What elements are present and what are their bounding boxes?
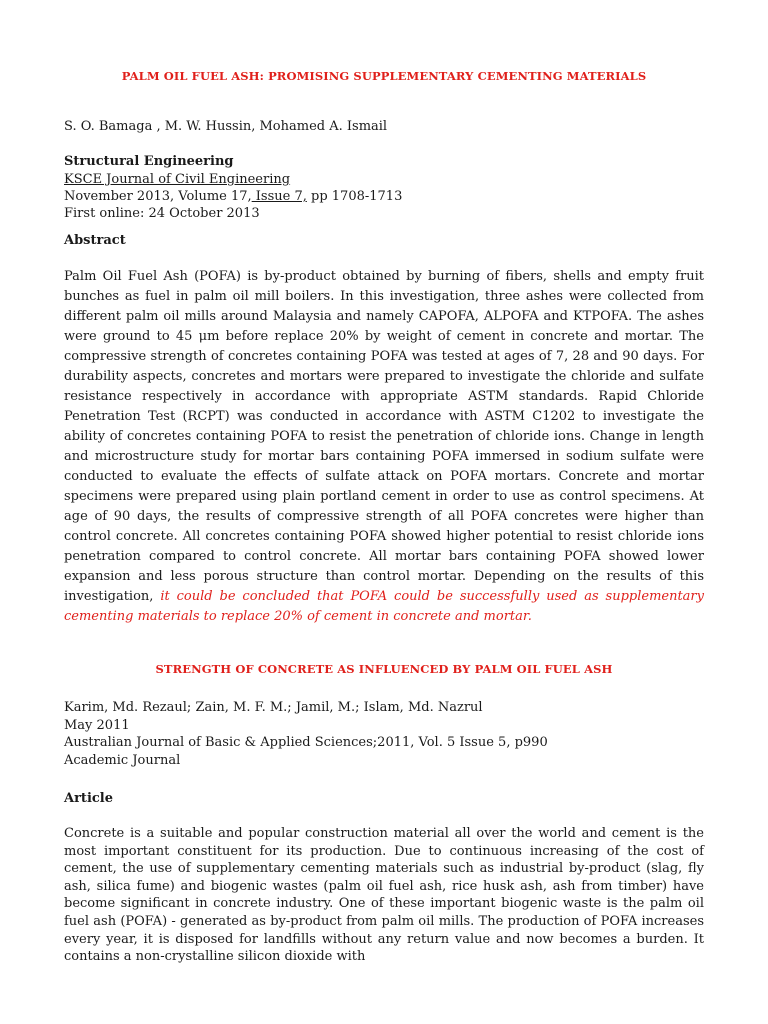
article2-article-text: Concrete is a suitable and popular construction material all over the world and cement is the most important constituent for its production. Due to continuous increasing of the cost of cement, the use of supplementary cementing materials such as industrial by-product (slag, fly ash, silica fume) and biogenic wastes (palm oil fuel ash, rice husk ash, ash from timber) have become significant in concrete industry. One of these important biogenic waste is the palm oil fuel ash (POFA) - generated as by-product from palm oil mills. The production of POFA increases every year, it is disposed for landfills without any return value and now becomes a burden. It contains a non-crystalline silicon dioxide with: [64, 826, 704, 965]
article1-first-online: First online: 24 October 2013: [64, 206, 260, 221]
article1-authors: S. O. Bamaga , M. W. Hussin, Mohamed A. Ismail: [64, 119, 388, 134]
article1-volume: November 2013, Volume 17,: [64, 189, 252, 204]
article2-citation: Australian Journal of Basic & Applied Sciences;2011, Vol. 5 Issue 5, p990: [64, 735, 548, 750]
article1-section: Structural Engineering: [64, 154, 234, 169]
article1-volume-line: [64, 188, 402, 205]
article1-title: PALM OIL FUEL ASH: PROMISING SUPPLEMENTARY CEMENTING MATERIALS: [121, 69, 647, 83]
article1-abstract-text: [64, 267, 704, 627]
article2-authors: Karim, Md. Rezaul; Zain, M. F. M.; Jamil, M.; Islam, Md. Nazrul: [64, 700, 483, 715]
article1-pages: pp 1708-1713: [306, 189, 403, 204]
article2-date: May 2011: [64, 718, 130, 733]
article1-abstract-heading: Abstract: [64, 233, 126, 248]
article2-article-heading: Article: [64, 791, 114, 806]
article1-issue-link[interactable]: Issue 7,: [251, 189, 307, 204]
article2-type: Academic Journal: [64, 753, 181, 768]
article1-journal-link[interactable]: KSCE Journal of Civil Engineering: [64, 172, 291, 187]
article2-title: STRENGTH OF CONCRETE AS INFLUENCED BY PALM OIL FUEL ASH: [155, 662, 613, 676]
article1-abstract-conclusion: it could be concluded that POFA could be successfully used as supplementary cementing materials to replace 20% of cement in concrete and mortar.: [64, 589, 704, 624]
article1-abstract-body: Palm Oil Fuel Ash (POFA) is by-product obtained by burning of fibers, shells and empty fruit bunches as fuel in palm oil mill boilers. In this investigation, three ashes were collected from different palm oil mills around Malaysia and namely CAPOFA, ALPOFA and KTPOFA. The ashes were ground to 45 μm before replace 20% by weight of cement in concrete and mortar. The compressive strength of concretes containing POFA was tested at ages of 7, 28 and 90 days. For durability aspects, concretes and mortars were prepared to investigate the chloride and sulfate resistance respectively in accordance with appropriate ASTM standards. Rapid Chloride Penetration Test (RCPT) was conducted in accordance with ASTM C1202 to investigate the ability of concretes containing POFA to resist the penetration of chloride ions. Change in length and microstructure study for mortar bars containing POFA immersed in sodium sulfate were conducted to evaluate the effects of sulfate attack on POFA mortars. Concrete and mortar specimens were prepared using plain portland cement in order to use as control specimens. At age of 90 days, the results of compressive strength of all POFA concretes were higher than control concrete. All concretes containing POFA showed higher potential to resist chloride ions penetration compared to control concrete. All mortar bars containing POFA showed lower expansion and less porous structure than control mortar. Depending on the results of this investigation,: [64, 269, 704, 604]
